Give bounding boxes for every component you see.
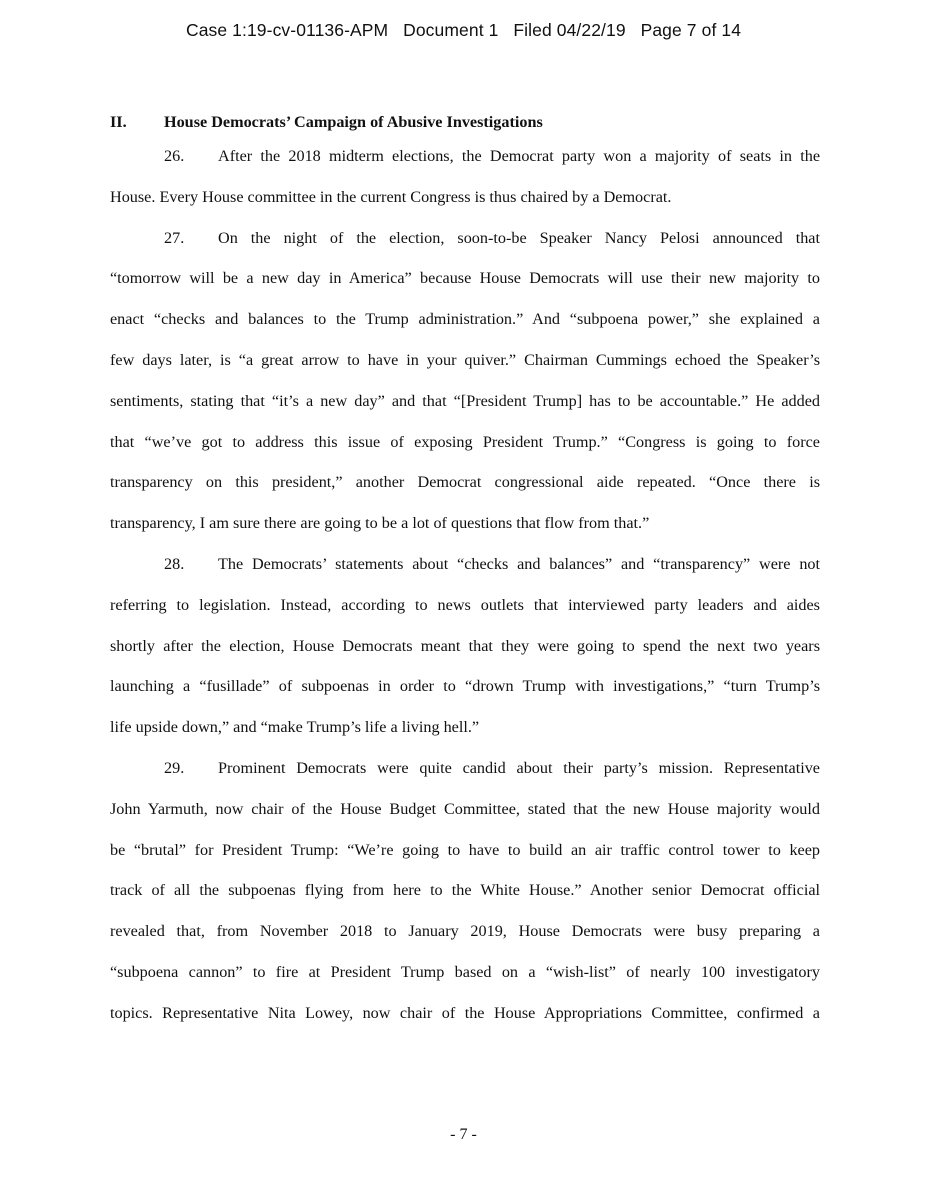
paragraph-line: topics. Representative Nita Lowey, now chair of the House Appropriations Committee, confirmed a bbox=[110, 1003, 820, 1022]
filed-date: Filed 04/22/19 bbox=[513, 20, 626, 40]
section-number: II. bbox=[110, 113, 127, 131]
paragraph-line: sentiments, stating that “it’s a new day” and that “[President Trump] has to be accountable.” He added bbox=[110, 391, 820, 410]
paragraph-line: that “we’ve got to address this issue of exposing President Trump.” “Congress is going to force bbox=[110, 432, 820, 451]
case-number: Case 1:19-cv-01136-APM bbox=[185, 20, 389, 40]
paragraph-number: 28. bbox=[164, 554, 185, 573]
document-body bbox=[110, 104, 820, 1034]
paragraph-line: be “brutal” for President Trump: “We’re going to have to build an air traffic control tower to keep bbox=[110, 840, 820, 859]
paragraph-28 bbox=[110, 544, 820, 748]
paragraph-line: enact “checks and balances to the Trump administration.” And “subpoena power,” she explained a bbox=[110, 310, 820, 329]
case-header bbox=[0, 20, 927, 41]
section-heading bbox=[110, 104, 820, 136]
paragraph-line: 26. After the 2018 midterm elections, the Democrat party won a majority of seats in the bbox=[110, 136, 820, 177]
paragraph-number: 29. bbox=[164, 758, 185, 777]
paragraph-number: 26. bbox=[164, 147, 185, 165]
paragraph-26 bbox=[110, 136, 820, 218]
paragraph-line: 27. On the night of the election, soon-to-be Speaker Nancy Pelosi announced that bbox=[110, 218, 820, 259]
paragraph-line: “tomorrow will be a new day in America” because House Democrats will use their new majority to bbox=[110, 269, 820, 288]
paragraph-line: track of all the subpoenas flying from here to the White House.” Another senior Democrat official bbox=[110, 881, 820, 900]
paragraph-line: referring to legislation. Instead, according to news outlets that interviewed party leaders and aides bbox=[110, 595, 820, 614]
paragraph-number: 27. bbox=[164, 228, 185, 247]
paragraph-line: revealed that, from November 2018 to January 2019, House Democrats were busy preparing a bbox=[110, 922, 820, 941]
paragraph-line: House. Every House committee in the current Congress is thus chaired by a Democrat. bbox=[110, 187, 672, 206]
paragraph-29 bbox=[110, 748, 820, 1034]
paragraph-line: 29. Prominent Democrats were quite candid about their party’s mission. Representative bbox=[110, 748, 820, 789]
paragraph-line: transparency on this president,” another Democrat congressional aide repeated. “Once there is bbox=[110, 473, 820, 492]
page-footer-number: - 7 - bbox=[450, 1126, 477, 1143]
paragraph-line: launching a “fusillade” of subpoenas in order to “drown Trump with investigations,” “turn Trump’s bbox=[110, 677, 820, 696]
paragraph-27 bbox=[110, 218, 820, 544]
paragraph-line: “subpoena cannon” to fire at President Trump based on a “wish-list” of nearly 100 investigatory bbox=[110, 962, 820, 981]
paragraph-line: life upside down,” and “make Trump’s life a living hell.” bbox=[110, 718, 480, 737]
document-number: Document 1 bbox=[403, 20, 499, 40]
page-indicator: Page 7 of 14 bbox=[640, 20, 742, 40]
paragraph-line: transparency, I am sure there are going to be a lot of questions that flow from that.” bbox=[110, 514, 650, 533]
paragraph-line: few days later, is “a great arrow to have in your quiver.” Chairman Cummings echoed the Speaker’s bbox=[110, 350, 820, 369]
section-title: House Democrats’ Campaign of Abusive Investigations bbox=[164, 113, 543, 131]
paragraph-line: 28. The Democrats’ statements about “checks and balances” and “transparency” were not bbox=[110, 544, 820, 585]
paragraph-line: shortly after the election, House Democrats meant that they were going to spend the next two years bbox=[110, 636, 820, 655]
paragraph-line: John Yarmuth, now chair of the House Budget Committee, stated that the new House majority would bbox=[110, 799, 820, 818]
